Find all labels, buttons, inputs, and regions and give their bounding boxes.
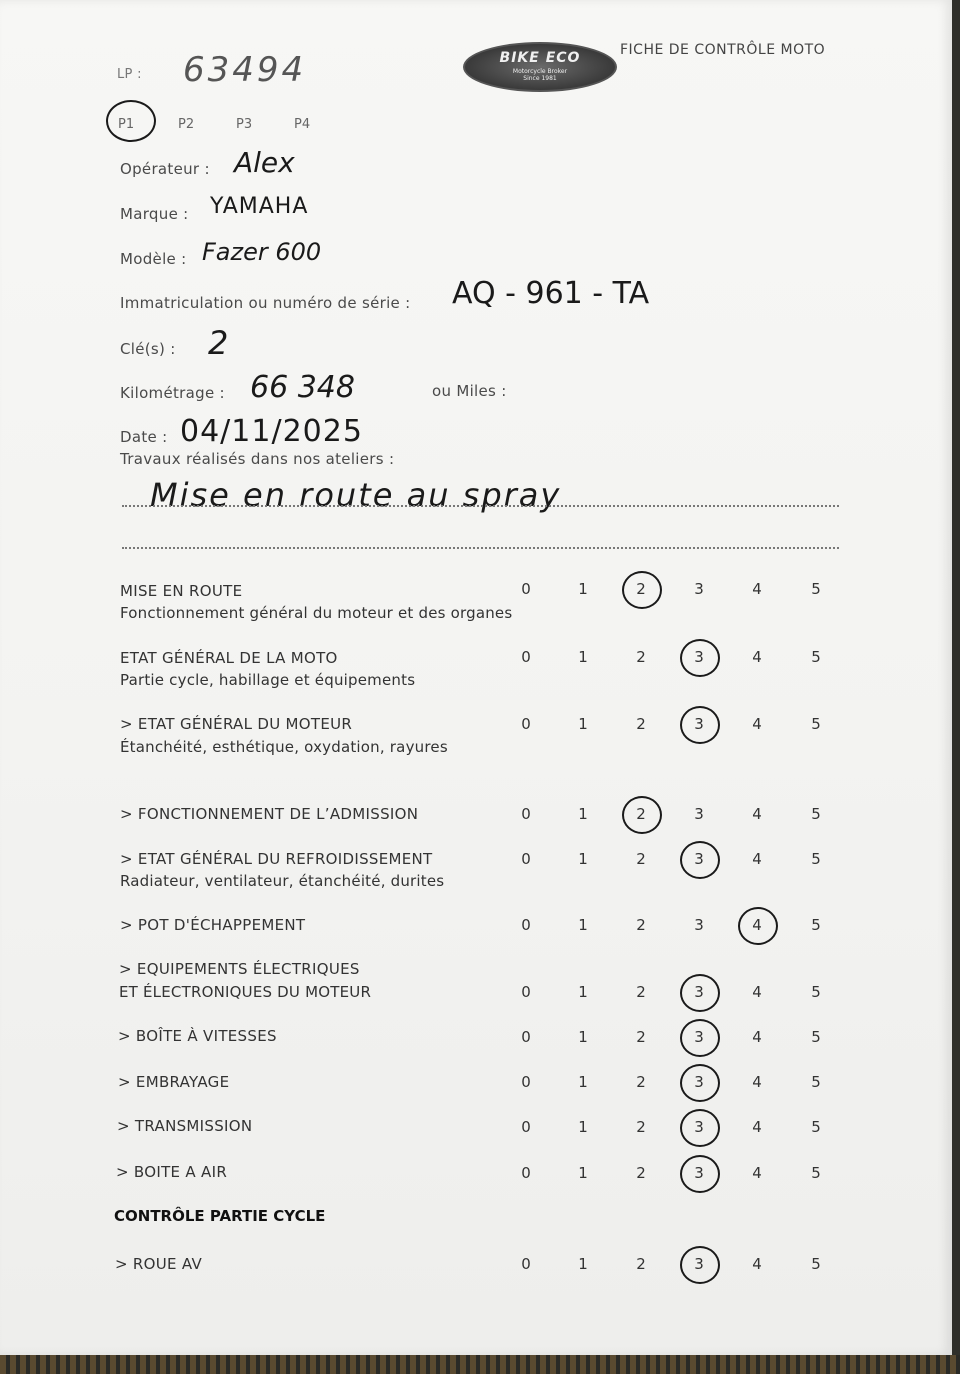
score-option-2[interactable]: 2 [636,1073,646,1091]
score-option-3[interactable]: 3 [694,1028,704,1046]
score-option-1[interactable]: 1 [578,805,588,823]
row-title: > ETAT GÉNÉRAL DU MOTEUR [120,715,353,733]
priority-p4[interactable]: P4 [294,117,311,132]
row-subtitle: ET ÉLECTRONIQUES DU MOTEUR [119,983,372,1001]
score-option-5[interactable]: 5 [811,916,821,934]
priority-p1[interactable]: P1 [118,117,135,132]
keys-value[interactable]: 2 [208,324,229,362]
priority-selected-circle [106,100,156,142]
mileage-label: Kilométrage : [120,384,225,402]
score-option-4[interactable]: 4 [752,715,762,733]
score-option-3[interactable]: 3 [694,715,704,733]
selected-score-circle [622,796,662,834]
row-title: > POT D'ÉCHAPPEMENT [120,916,306,934]
score-option-0[interactable]: 0 [521,1164,531,1182]
logo-subtext-1: Motorcycle Broker [512,68,568,75]
score-option-0[interactable]: 0 [521,1118,531,1136]
brand-value[interactable]: YAMAHA [210,194,309,219]
score-option-3[interactable]: 3 [694,1073,704,1091]
row-subtitle: Partie cycle, habillage et équipements [120,671,416,689]
score-option-2[interactable]: 2 [636,580,646,598]
bottom-binding-strip [0,1355,960,1374]
score-option-0[interactable]: 0 [521,1073,531,1091]
score-option-0[interactable]: 0 [521,850,531,868]
score-option-5[interactable]: 5 [811,1028,821,1046]
score-option-1[interactable]: 1 [578,916,588,934]
score-option-4[interactable]: 4 [752,1073,762,1091]
row-title: > ROUE AV [115,1255,203,1273]
row-subtitle: Étanchéité, esthétique, oxydation, rayures [120,738,448,756]
score-option-5[interactable]: 5 [811,1118,821,1136]
score-option-1[interactable]: 1 [578,1164,588,1182]
miles-label: ou Miles : [432,382,507,400]
score-option-1[interactable]: 1 [578,850,588,868]
date-label: Date : [120,428,168,446]
score-option-5[interactable]: 5 [811,648,821,666]
mileage-value[interactable]: 66 348 [250,370,355,405]
selected-score-circle [680,974,720,1012]
score-option-5[interactable]: 5 [811,805,821,823]
score-option-1[interactable]: 1 [578,1118,588,1136]
bike-eco-logo [463,42,617,92]
score-option-2[interactable]: 2 [636,916,646,934]
score-option-4[interactable]: 4 [752,850,762,868]
selected-score-circle [680,1019,720,1057]
score-option-0[interactable]: 0 [521,983,531,1001]
score-option-2[interactable]: 2 [636,983,646,1001]
work-value[interactable]: Mise en route au spray [150,476,562,514]
score-option-4[interactable]: 4 [752,648,762,666]
score-option-1[interactable]: 1 [578,715,588,733]
selected-score-circle [680,1246,720,1284]
section-cycle-title: CONTRÔLE PARTIE CYCLE [114,1207,326,1225]
row-title: > BOÎTE À VITESSES [118,1027,277,1045]
selected-score-circle [680,1109,720,1147]
selected-score-circle [680,841,720,879]
score-option-4[interactable]: 4 [752,1255,762,1273]
score-option-1[interactable]: 1 [578,648,588,666]
row-title: > BOITE A AIR [116,1163,228,1181]
lp-value: 63494 [183,50,307,90]
score-option-0[interactable]: 0 [521,648,531,666]
lp-label: LP : [117,67,142,82]
score-option-5[interactable]: 5 [811,1255,821,1273]
score-option-4[interactable]: 4 [752,805,762,823]
score-option-3[interactable]: 3 [694,580,704,598]
score-option-5[interactable]: 5 [811,850,821,868]
score-option-4[interactable]: 4 [752,1118,762,1136]
operator-label: Opérateur : [120,160,210,178]
score-option-3[interactable]: 3 [694,648,704,666]
row-title: > FONCTIONNEMENT DE L’ADMISSION [120,805,419,823]
row-subtitle: Radiateur, ventilateur, étanchéité, durites [120,872,445,890]
keys-label: Clé(s) : [120,340,176,358]
form-title: FICHE DE CONTRÔLE MOTO [620,42,826,58]
score-option-1[interactable]: 1 [578,983,588,1001]
score-option-4[interactable]: 4 [752,983,762,1001]
priority-p3[interactable]: P3 [236,117,253,132]
score-option-4[interactable]: 4 [752,580,762,598]
score-option-0[interactable]: 0 [521,715,531,733]
score-option-3[interactable]: 3 [694,850,704,868]
date-value[interactable]: 04/11/2025 [180,414,363,449]
score-option-0[interactable]: 0 [521,580,531,598]
score-option-2[interactable]: 2 [636,1118,646,1136]
score-option-1[interactable]: 1 [578,580,588,598]
priority-p2[interactable]: P2 [178,117,195,132]
score-option-1[interactable]: 1 [578,1028,588,1046]
selected-score-circle [680,1064,720,1102]
model-label: Modèle : [120,250,187,268]
score-option-2[interactable]: 2 [636,805,646,823]
score-option-2[interactable]: 2 [636,1164,646,1182]
score-option-3[interactable]: 3 [694,916,704,934]
operator-value[interactable]: Alex [234,146,295,179]
score-option-3[interactable]: 3 [694,983,704,1001]
row-title: > EQUIPEMENTS ÉLECTRIQUES [119,960,360,978]
score-option-5[interactable]: 5 [811,580,821,598]
selected-score-circle [622,571,662,609]
logo-subtext-2: Since 1981 [523,75,557,82]
work-line-1 [122,505,839,507]
score-option-2[interactable]: 2 [636,1028,646,1046]
score-option-2[interactable]: 2 [636,648,646,666]
registration-value[interactable]: AQ - 961 - TA [452,276,650,311]
brand-label: Marque : [120,205,189,223]
row-title: > EMBRAYAGE [118,1073,230,1091]
work-line-2 [122,547,839,549]
model-value[interactable]: Fazer 600 [202,238,322,266]
logo-text: BIKE ECO [499,50,581,66]
score-option-2[interactable]: 2 [636,1255,646,1273]
score-option-3[interactable]: 3 [694,805,704,823]
score-option-0[interactable]: 0 [521,1028,531,1046]
score-option-4[interactable]: 4 [752,1164,762,1182]
score-option-1[interactable]: 1 [578,1255,588,1273]
row-title: ETAT GÉNÉRAL DE LA MOTO [120,649,338,667]
registration-label: Immatriculation ou numéro de série : [120,294,411,312]
score-option-3[interactable]: 3 [694,1118,704,1136]
row-title: MISE EN ROUTE [120,582,243,600]
score-option-2[interactable]: 2 [636,715,646,733]
score-option-3[interactable]: 3 [694,1164,704,1182]
work-label: Travaux réalisés dans nos ateliers : [120,450,395,468]
row-subtitle: Fonctionnement général du moteur et des organes [120,604,513,622]
score-option-0[interactable]: 0 [521,805,531,823]
selected-score-circle [680,1155,720,1193]
score-option-0[interactable]: 0 [521,916,531,934]
row-title: > ETAT GÉNÉRAL DU REFROIDISSEMENT [120,850,433,868]
score-option-5[interactable]: 5 [811,983,821,1001]
score-option-5[interactable]: 5 [811,1073,821,1091]
score-option-5[interactable]: 5 [811,715,821,733]
score-option-4[interactable]: 4 [752,916,762,934]
selected-score-circle [680,639,720,677]
selected-score-circle [680,706,720,744]
score-option-0[interactable]: 0 [521,1255,531,1273]
score-option-2[interactable]: 2 [636,850,646,868]
score-option-1[interactable]: 1 [578,1073,588,1091]
score-option-4[interactable]: 4 [752,1028,762,1046]
score-option-5[interactable]: 5 [811,1164,821,1182]
row-title: > TRANSMISSION [117,1117,253,1135]
score-option-3[interactable]: 3 [694,1255,704,1273]
selected-score-circle [738,907,778,945]
